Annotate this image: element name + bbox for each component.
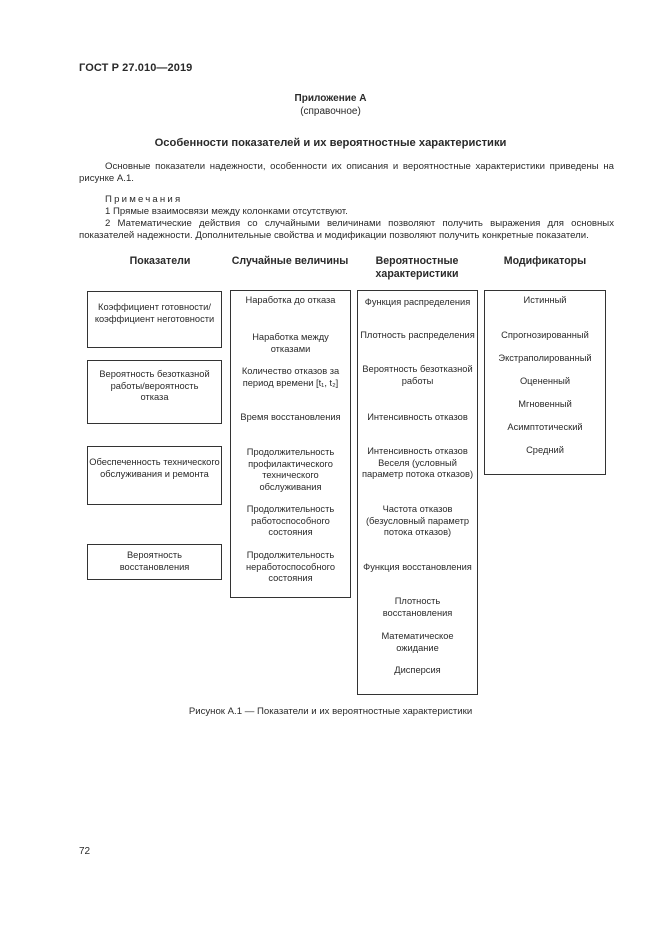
figure-caption: Рисунок А.1 — Показатели и их вероятностные характеристики [188,706,473,717]
mod-item-1: Истинный [523,295,567,305]
mod-item-7: Средний [526,445,564,455]
page-number: 72 [79,846,91,857]
col4-header: Модификаторы [503,255,587,267]
mod-item-6: Асимптотический [507,422,583,432]
pc-item-1: Функция распределения [364,297,471,307]
rv-item-3: Количество отказов за период времени [t₁, t₂] [241,366,340,388]
appendix-title: Приложение А [294,93,367,104]
note-2: 2 Математические действия со случайными величинами позволяют получить выражения для основных показателей надежности. Дополнительные свойства и модификации позволяют получить конкретные показатели. [79,218,614,241]
rv-item-2: Наработка между отказами [252,332,329,354]
appendix-subtitle: (справочное) [300,106,361,117]
rv-item-6: Продолжительность работоспособного состояния [246,504,335,537]
pc-item-4: Интенсивность отказов [367,412,468,422]
col1-header: Показатели [129,255,191,267]
pc-item-2: Плотность распределения [360,330,475,340]
pc-item-8: Плотность восстановления [382,596,453,618]
rv-item-4: Время восстановления [240,412,341,422]
rv-item-5: Продолжительность профилактического технического обслуживания [246,447,335,492]
indicator-2: Вероятность безотказной работы/вероятность отказа [99,369,210,402]
mod-item-4: Оцененный [519,376,571,386]
section-title: Особенности показателей и их вероятностные характеристики [154,137,507,149]
col2-header: Случайные величины [231,255,349,267]
appendix-heading [0,92,661,118]
rv-item-1: Наработка до отказа [245,295,336,305]
pc-item-9: Математическое ожидание [381,631,454,653]
mod-item-2: Спрогнозированный [501,330,589,340]
indicator-1: Коэффициент готовности/ коэффициент неготовности [94,302,215,324]
rv-item-7: Продолжительность неработоспособного состояния [245,550,336,583]
indicator-3: Обеспеченность технического обслуживания и ремонта [89,457,220,479]
pc-item-7: Функция восстановления [363,562,472,572]
mod-item-3: Экстраполированный [498,353,592,363]
pc-item-5: Интенсивность отказов Веселя (условный параметр потока отказов) [361,446,474,479]
standard-code: ГОСТ Р 27.010—2019 [79,62,193,74]
col3-header: Вероятностные характеристики [375,255,459,280]
intro-paragraph: Основные показатели надежности, особенности их описания и вероятностные характеристики приведены на рисунке А.1. [79,161,614,184]
indicator-4: Вероятность восстановления [119,550,190,572]
note-1: 1 Прямые взаимосвязи между колонками отсутствуют. [105,206,348,217]
mod-item-5: Мгновенный [518,399,572,409]
pc-item-6: Частота отказов (безусловный параметр потока отказов) [365,504,470,537]
pc-item-10: Дисперсия [394,665,441,675]
pc-item-3: Вероятность безотказной работы [362,364,473,386]
notes-heading: Примечания [105,194,183,205]
